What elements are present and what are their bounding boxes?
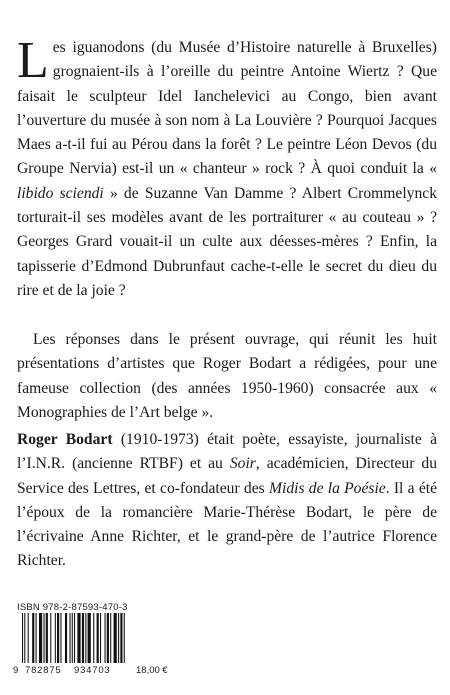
isbn-label: ISBN 978-2-87593-470-3 bbox=[17, 602, 128, 613]
barcode-bar bbox=[114, 613, 117, 663]
bio-italic-newspaper: Soir bbox=[229, 455, 256, 473]
barcode-bar bbox=[72, 613, 73, 663]
barcode-left-digits: 782875 bbox=[25, 665, 62, 676]
bio-italic-event: Midis de la Poésie bbox=[269, 479, 386, 497]
barcode-bar bbox=[24, 613, 25, 663]
barcode-bar bbox=[50, 613, 51, 663]
barcode-bar bbox=[82, 613, 84, 663]
barcode-bar bbox=[32, 613, 34, 663]
author-name: Roger Bodart bbox=[17, 431, 113, 448]
barcode-first-digit: 9 bbox=[13, 665, 20, 676]
bio-text-part-1: (1910-1973) était poète, essayiste, journaliste à l’I.N.R. (ancienne RTBF) et au bbox=[17, 431, 437, 473]
barcode-bar bbox=[110, 613, 111, 663]
barcode-bar bbox=[118, 613, 119, 663]
author-bio-paragraph bbox=[17, 428, 437, 574]
barcode-bar bbox=[69, 613, 70, 663]
intro-paragraph bbox=[17, 32, 437, 303]
barcode-bar bbox=[97, 613, 99, 663]
barcode-bar bbox=[77, 613, 80, 663]
barcode-bar bbox=[107, 613, 109, 663]
barcode-bar bbox=[36, 613, 37, 663]
intro-text-part-1: es iguanodons (du Musée d’Histoire naturelle à Bruxelles) grognaient-ils à l’oreille du peintre Antoine Wiertz ? Que faisait le sculpteur Idel Ianchelevici au Congo, bien avant l’ouverture du musée à son nom à La Louvière ? Pourquoi Jacques Maes a-t-il fui au Pérou dans la forêt ? Le peintre Léon Devos (du Groupe Nervia) est-il un « chanteur » rock ? À quoi conduit la « bbox=[17, 39, 437, 178]
barcode-bar bbox=[88, 613, 91, 663]
price-label: 18,00 € bbox=[136, 665, 168, 676]
intro-text-part-2: » de Suzanne Van Damme ? Albert Crommelynck torturait-il ses modèles avant de les portraiturer « au couteau » ? Georges Grard vouait-il un culte aux déesses-mères ? Enfin, la tapisserie d’Edmond Dubrunfaut cache-t-elle le secret du dieu du rire et de la joie ? bbox=[17, 184, 437, 299]
barcode-bar bbox=[74, 613, 75, 663]
barcode-bar bbox=[100, 613, 101, 663]
barcode-bar bbox=[105, 613, 106, 663]
bio-text-part-2: , académicien, Directeur du Service des Lettres, et co-fondateur des bbox=[17, 455, 438, 497]
barcode-bar bbox=[60, 613, 61, 663]
barcode-bar bbox=[28, 613, 29, 663]
barcode-bar bbox=[85, 613, 86, 663]
barcode-bar bbox=[57, 613, 59, 663]
barcode-graphic bbox=[22, 613, 126, 663]
barcode-right-digits: 934703 bbox=[74, 665, 111, 676]
bio-text-part-3: . Il a été l’époux de la romancière Marie-Thérèse Bodart, le père de l’écrivaine Anne Richter, et le grand-père de l’autrice Florence Richter. bbox=[17, 479, 437, 570]
barcode-bar bbox=[22, 613, 23, 663]
barcode-bar bbox=[93, 613, 94, 663]
barcode-bar bbox=[46, 613, 48, 663]
barcode-bar bbox=[120, 613, 122, 663]
barcode-bar bbox=[43, 613, 44, 663]
summary-paragraph: Les réponses dans le présent ouvrage, qui réunit les huit présentations d’artistes que Roger Bodart a rédigées, pour une fameuse collection (des années 1950-1960) consacrée aux « Monographies de l’Art belge ». bbox=[17, 331, 437, 421]
barcode-bar bbox=[124, 613, 125, 663]
barcode-bar bbox=[65, 613, 67, 663]
drop-cap: L bbox=[17, 32, 49, 89]
barcode-bar bbox=[39, 613, 42, 663]
barcode-bar bbox=[55, 613, 56, 663]
intro-italic-phrase: libido sciendi bbox=[17, 184, 104, 202]
